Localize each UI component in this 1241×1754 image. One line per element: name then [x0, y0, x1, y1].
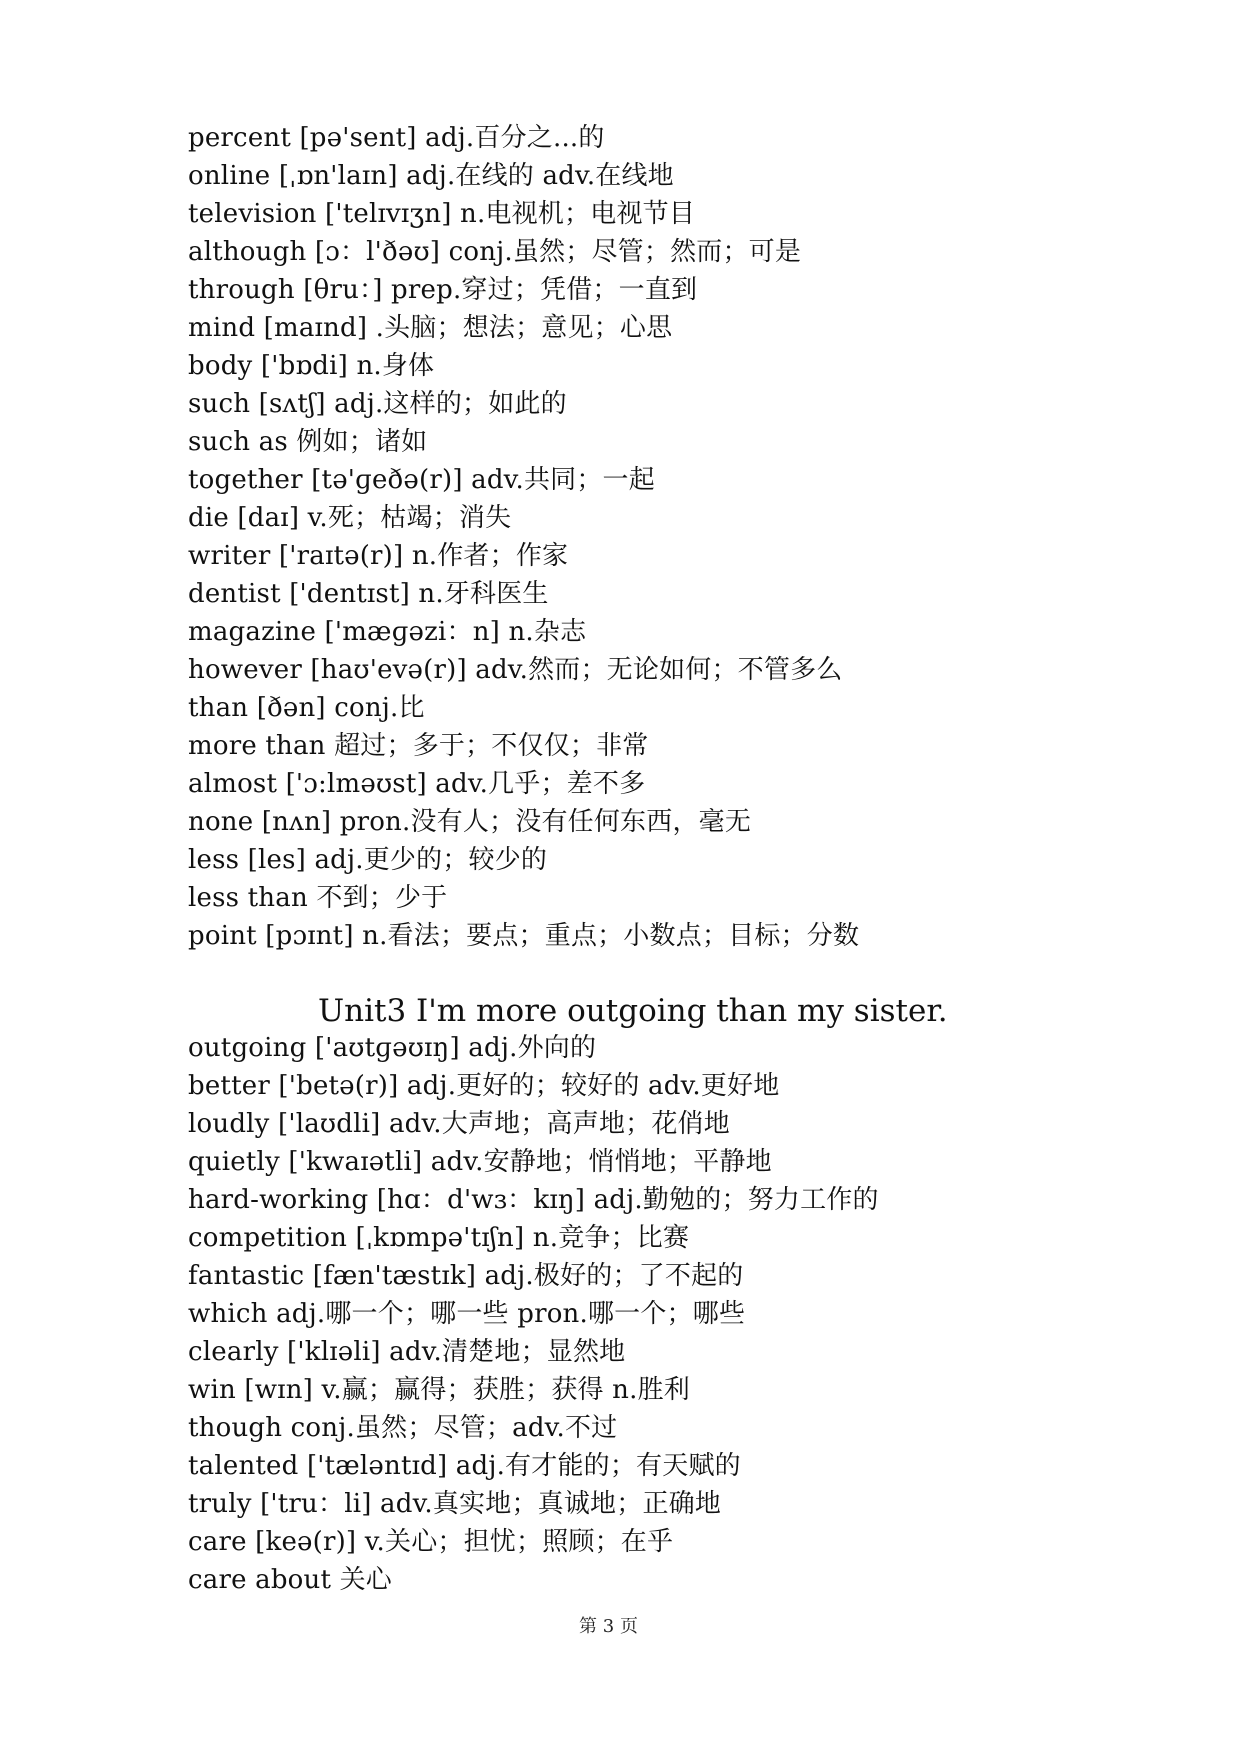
- page-number: 第 3 页: [579, 1616, 638, 1637]
- vocab-line: outgoing ['aʊtɡəʊɪŋ] adj.外向的: [188, 1033, 597, 1063]
- vocab-line: writer ['raɪtə(r)] n.作者；作家: [188, 541, 569, 571]
- vocab-line: through [θru：] prep.穿过；凭借；一直到: [188, 275, 698, 305]
- vocab-line: talented ['tæləntɪd] adj.有才能的；有天赋的: [188, 1451, 741, 1481]
- vocab-line: better ['betə(r)] adj.更好的；较好的 adv.更好地: [188, 1071, 780, 1101]
- vocab-line: quietly ['kwaɪətli] adv.安静地；悄悄地；平静地: [188, 1147, 772, 1177]
- vocab-line: such [sʌtʃ] adj.这样的；如此的: [188, 389, 567, 419]
- vocab-line: such as 例如；诸如: [188, 427, 428, 457]
- vocab-line: competition [ˌkɒmpə'tɪʃn] n.竞争；比赛: [188, 1223, 690, 1253]
- vocab-line: online [ˌɒn'laɪn] adj.在线的 adv.在线地: [188, 161, 674, 191]
- vocab-line: none [nʌn] pron.没有人；没有任何东西，毫无: [188, 807, 752, 837]
- vocab-line: percent [pə'sent] adj.百分之...的: [188, 123, 605, 153]
- vocab-line: point [pɔɪnt] n.看法；要点；重点；小数点；目标；分数: [188, 921, 860, 951]
- vocab-line: care about 关心: [188, 1565, 392, 1595]
- vocab-line: dentist ['dentɪst] n.牙科医生: [188, 579, 549, 609]
- vocab-line: more than 超过；多于；不仅仅；非常: [188, 731, 649, 761]
- vocab-line: mind [maɪnd] .头脑；想法；意见；心思: [188, 313, 673, 343]
- vocab-line: body ['bɒdi] n.身体: [188, 351, 435, 381]
- vocab-line: loudly ['laʊdli] adv.大声地；高声地；花俏地: [188, 1109, 730, 1139]
- vocab-line: win [wɪn] v.赢；赢得；获胜；获得 n.胜利: [188, 1375, 690, 1405]
- vocab-line: television ['telɪvɪʒn] n.电视机；电视节目: [188, 199, 696, 229]
- vocab-line: less than 不到；少于: [188, 883, 448, 913]
- vocab-line: almost ['ɔ:lməʊst] adv.几乎；差不多: [188, 769, 646, 799]
- vocab-line: die [daɪ] v.死；枯竭；消失: [188, 503, 512, 533]
- vocab-line: fantastic [fæn'tæstɪk] adj.极好的；了不起的: [188, 1261, 744, 1291]
- vocab-line: although [ɔ：l'ðəʊ] conj.虽然；尽管；然而；可是: [188, 237, 802, 267]
- vocab-line: magazine ['mæɡəzi：n] n.杂志: [188, 617, 587, 647]
- vocab-line: hard-working [hɑ：d'wɜ：kɪŋ] adj.勤勉的；努力工作的: [188, 1185, 879, 1215]
- vocab-line: though conj.虽然；尽管；adv.不过: [188, 1413, 618, 1443]
- vocab-line: care [keə(r)] v.关心；担忧；照顾；在乎: [188, 1527, 674, 1557]
- vocab-line: however [haʊ'evə(r)] adv.然而；无论如何；不管多么: [188, 655, 843, 685]
- vocab-line: than [ðən] conj.比: [188, 693, 425, 723]
- vocab-line: less [les] adj.更少的；较少的: [188, 845, 548, 875]
- vocabulary-list-unit3: [188, 1029, 1088, 1599]
- page-footer: [0, 1615, 1241, 1639]
- vocab-line: truly ['tru：li] adv.真实地；真诚地；正确地: [188, 1489, 722, 1519]
- vocab-line: clearly ['klɪəli] adv.清楚地；显然地: [188, 1337, 626, 1367]
- unit-heading: Unit3 I'm more outgoing than my sister.: [318, 993, 948, 1029]
- vocab-line: which adj.哪一个；哪一些 pron.哪一个；哪些: [188, 1299, 746, 1329]
- vocabulary-list-unit2: [188, 119, 1088, 955]
- vocab-line: together [tə'ɡeðə(r)] adv.共同；一起: [188, 465, 655, 495]
